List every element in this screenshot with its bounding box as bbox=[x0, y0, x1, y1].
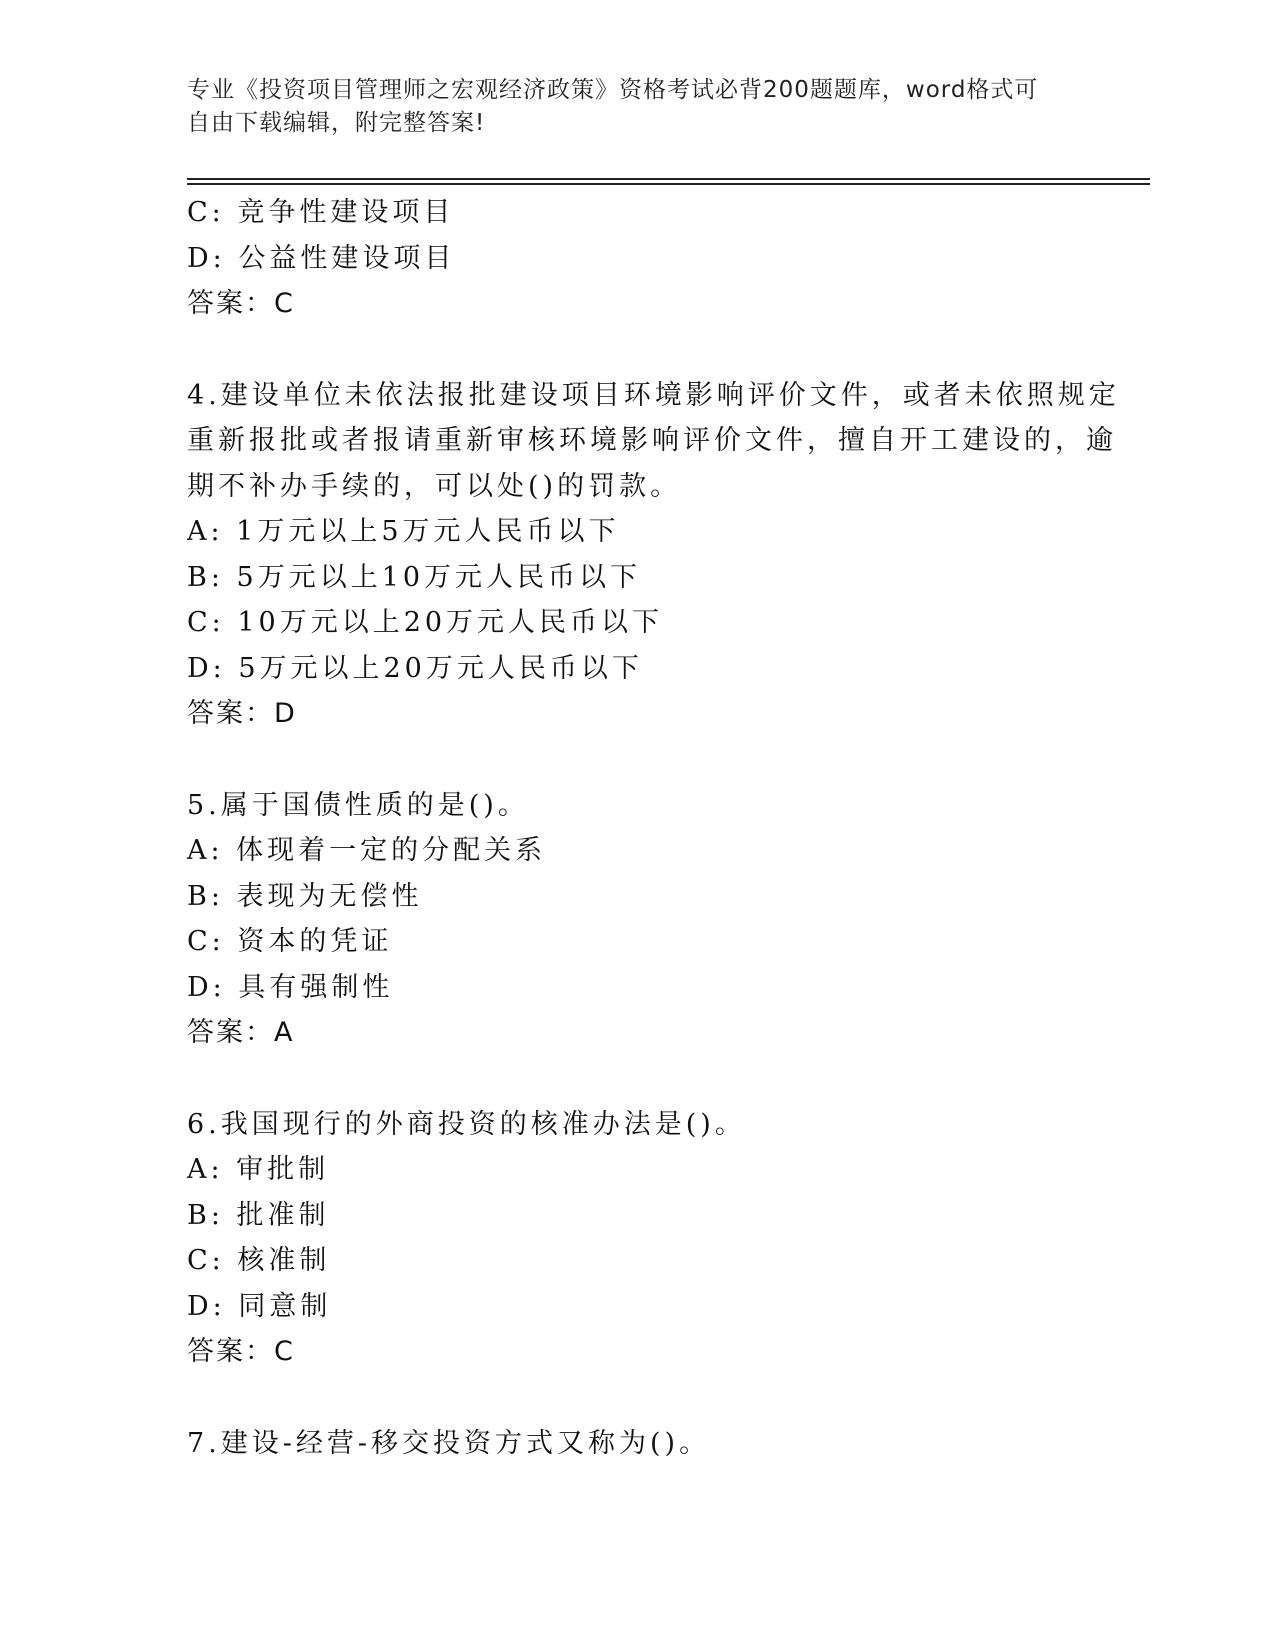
question-block-7 bbox=[187, 1421, 1087, 1467]
question-stem-line-3: 期不补办手续的，可以处()的罚款。 bbox=[187, 470, 682, 502]
option-d: D: 具有强制性 bbox=[187, 971, 394, 1003]
option-d: D: 公益性建设项目 bbox=[187, 242, 456, 274]
question-list bbox=[187, 190, 1120, 1466]
answer-line: 答案：A bbox=[187, 1017, 295, 1048]
option-a: A: 1万元以上5万元人民币以下 bbox=[187, 516, 620, 547]
header-line-1: 专业《投资项目管理师之宏观经济政策》资格考试必背200题题库，word格式可 bbox=[187, 77, 1039, 103]
answer-line: 答案：D bbox=[187, 698, 297, 729]
question-block-6 bbox=[187, 1102, 1087, 1375]
option-b: B: 批准制 bbox=[187, 1199, 330, 1231]
question-stem: 5.属于国债性质的是()。 bbox=[187, 789, 529, 821]
option-c: C: 竞争性建设项目 bbox=[187, 197, 455, 228]
spacer bbox=[187, 1056, 1087, 1102]
option-a: A: 审批制 bbox=[187, 1154, 330, 1185]
header-divider-bottom bbox=[187, 183, 1150, 185]
document-header bbox=[187, 74, 1067, 140]
option-c: C: 核准制 bbox=[187, 1245, 331, 1276]
question-block-5 bbox=[187, 783, 1087, 1056]
header-divider-top bbox=[187, 178, 1150, 180]
answer-line: 答案：C bbox=[187, 1336, 295, 1367]
header-line-2: 自由下载编辑，附完整答案! bbox=[187, 110, 486, 136]
option-a: A: 体现着一定的分配关系 bbox=[187, 835, 547, 866]
question-stem-line-1: 4.建设单位未依法报批建设项目环境影响评价文件，或者未依照规定 bbox=[187, 379, 1120, 411]
question-stem: 7.建设-经营-移交投资方式又称为()。 bbox=[187, 1427, 711, 1459]
question-stem-line-2: 重新报批或者报请重新审核环境影响评价文件，擅自开工建设的，逾 bbox=[187, 425, 1117, 456]
spacer bbox=[187, 327, 1087, 373]
question-block-prev bbox=[187, 190, 1087, 327]
option-d: D: 5万元以上20万元人民币以下 bbox=[187, 652, 643, 684]
question-stem: 6.我国现行的外商投资的核准办法是()。 bbox=[187, 1108, 746, 1140]
spacer bbox=[187, 1375, 1087, 1421]
question-block-4 bbox=[187, 373, 1120, 737]
spacer bbox=[187, 737, 1087, 783]
option-b: B: 5万元以上10万元人民币以下 bbox=[187, 561, 642, 593]
option-c: C: 资本的凭证 bbox=[187, 926, 393, 957]
option-c: C: 10万元以上20万元人民币以下 bbox=[187, 607, 664, 638]
answer-line: 答案：C bbox=[187, 288, 295, 319]
option-b: B: 表现为无偿性 bbox=[187, 880, 423, 912]
option-d: D: 同意制 bbox=[187, 1290, 332, 1322]
